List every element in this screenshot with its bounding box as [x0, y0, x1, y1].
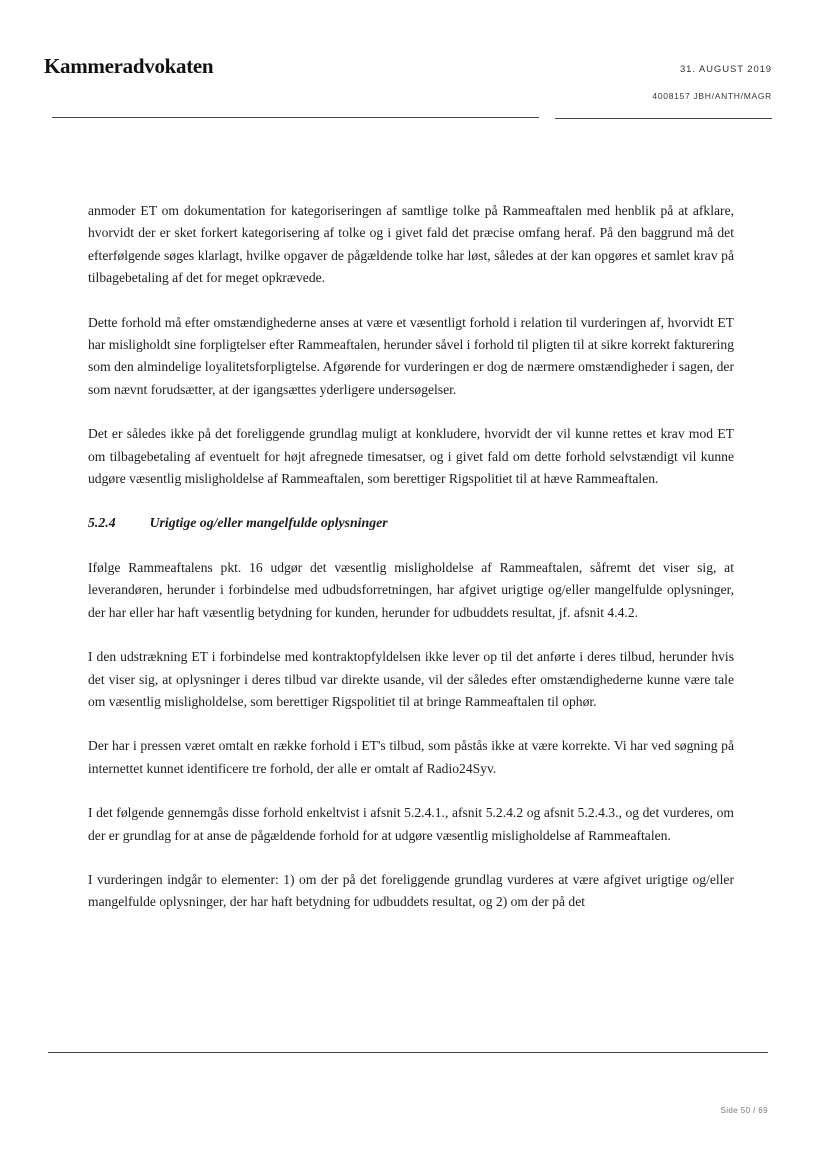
- section-title: Urigtige og/eller mangelfulde oplysninger: [149, 515, 388, 531]
- section-number: 5.2.4: [88, 515, 116, 531]
- body-paragraph: Ifølge Rammeaftalens pkt. 16 udgør det væsentlig misligholdelse af Rammeaftalen, såfremt det viser sig, at leverandøren, herunder i forbindelse med udbudsforretningen, har afgivet urigtige og/eller mangelfulde oplysninger, der har eller har haft væsentlig betydning for kunden, herunder for udbuddets resultat, jf. afsnit 4.4.2.: [88, 559, 734, 620]
- document-date: 31. AUGUST 2019: [679, 64, 772, 75]
- case-reference: 4008157 JBH/ANTH/MAGR: [652, 91, 772, 101]
- header-rule-left: [52, 117, 539, 118]
- firm-logo: Kammeradvokaten: [44, 54, 214, 78]
- footer-rule: [48, 1052, 768, 1053]
- body-paragraph: I det følgende gennemgås disse forhold enkeltvist i afsnit 5.2.4.1., afsnit 5.2.4.2 og afsnit 5.2.4.3., og det vurderes, om der er grundlag for at anse de pågældende forhold for at udgøre væsentlig misligholdelse af Rammeaftalen.: [88, 805, 734, 843]
- header-rule-right: [555, 118, 772, 119]
- body-paragraph: Dette forhold må efter omstændighederne anses at være et væsentligt forhold i relation til vurderingen af, hvorvidt ET har misligholdt sine forpligtelser efter Rammeaftalen, herunder såvel i forhold til pligten til at sikre korrekt fakturering som den almindelige loyalitetsforpligtelse. Afgørende for vurderingen er dog de nærmere omstændigheder i sagen, der som nævnt forudsætter, at der igangsættes yderligere undersøgelser.: [88, 314, 734, 397]
- body-paragraph: I den udstrækning ET i forbindelse med kontraktopfyldelsen ikke lever op til det anførte i deres tilbud, herunder hvis det viser sig, at oplysninger i deres tilbud var direkte usande, vil der således efter omstændighederne kunne være tale om væsentlig misligholdelse, som berettiger Rigspolitiet til at bringe Rammeaftalen til ophør.: [88, 649, 734, 709]
- body-paragraph: anmoder ET om dokumentation for kategoriseringen af samtlige tolke på Rammeaftalen med henblik på at afklare, hvorvidt der er sket forkert kategorisering af tolke og i givet fald det præcise omfang heraf. På den baggrund må det efterfølgende søges klarlagt, hvilke opgaver de pågældende tolke har løst, således at der kan opgøres et samlet krav på tilbagebetaling af det for meget opkrævede.: [88, 203, 734, 286]
- document-body: [88, 200, 734, 936]
- body-paragraph: I vurderingen indgår to elementer: 1) om der på det foreliggende grundlag vurderes at være afgivet urigtige og/eller mangelfulde oplysninger, der har haft betydning for udbuddets resultat, og 2) om der på det: [88, 871, 734, 910]
- section-heading: [88, 512, 734, 534]
- page-number: Side 50 / 69: [720, 1106, 768, 1115]
- body-paragraph: Det er således ikke på det foreliggende grundlag muligt at konkludere, hvorvidt der vil kunne rettes et krav mod ET om tilbagebetaling af eventuelt for højt afregnede timesatser, og i givet fald om dette forhold selvstændigt vil kunne udgøre væsentlig misligholdelse af Rammeaftalen, som berettiger Rigspolitiet til at hæve Rammeaftalen.: [88, 426, 734, 487]
- body-paragraph: Der har i pressen været omtalt en række forhold i ET's tilbud, som påstås ikke at være korrekte. Vi har ved søgning på internettet kunnet identificere tre forhold, der alle er omtalt af Radio24Syv.: [88, 738, 734, 776]
